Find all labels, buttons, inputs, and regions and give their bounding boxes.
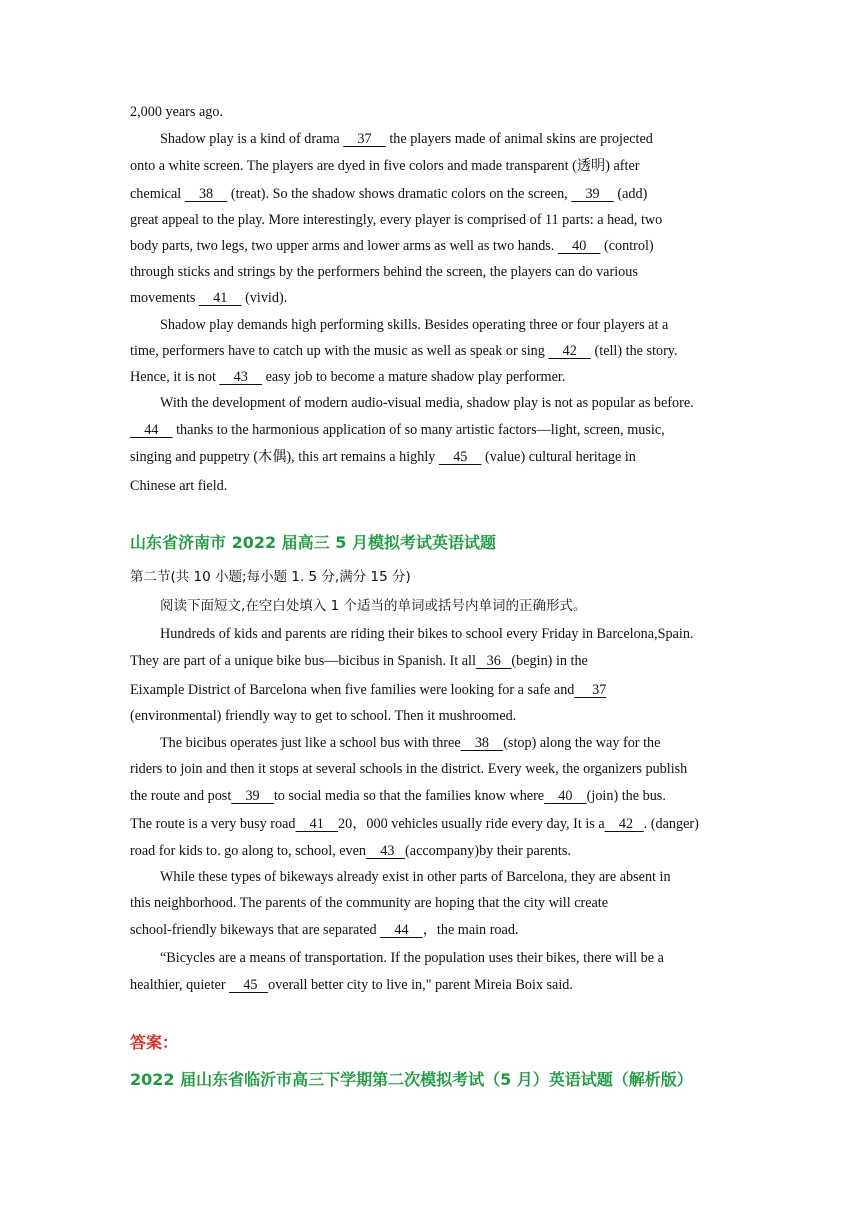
section-subheading: 第二节(共 10 小题;每小题 1. 5 分,满分 15 分) [130,569,411,585]
blank-39b: 39 [231,788,274,804]
blank-45: 45 [438,449,482,465]
passage-line: chemical 38 (treat). So the shadow shows dramatic colors on the screen, 39 (add) [130,186,648,202]
passage-line: Eixample District of Barcelona when five families were looking for a safe and 37 [130,682,607,698]
passage-line: body parts, two legs, two upper arms and lower arms as well as two hands. 40 (control) [130,238,654,254]
passage-line: school-friendly bikeways that are separated 44 ，the main road. [130,922,519,938]
passage-line: through sticks and strings by the performers behind the screen, the players can do various [130,264,638,280]
blank-38: 38 [184,186,228,202]
passage-line: They are part of a unique bike bus—bicibus in Spanish. It all 36 (begin) in the [130,653,588,669]
passage-line: Shadow play demands high performing skills. Besides operating three or four players at a [160,317,669,333]
blank-36: 36 [475,653,512,669]
blank-43: 43 [219,369,263,385]
passage-line: Chinese art field. [130,478,228,494]
passage-line: “Bicycles are a means of transportation. If the population uses their bikes, there will be a [160,950,664,966]
passage-line: 44 thanks to the harmonious application of so many artistic factors—light, screen, music, [130,422,665,438]
blank-37: 37 [343,131,386,147]
passage-line: Hence, it is not 43 easy job to become a mature shadow play performer. [130,369,566,385]
blank-44b: 44 [380,922,423,938]
blank-45b: 45 [229,977,269,993]
blank-44: 44 [130,422,173,438]
passage-line: time, performers have to catch up with the music as well as speak or sing 42 (tell) the story. [130,343,678,359]
blank-40: 40 [557,238,601,254]
blank-38b: 38 [460,735,504,751]
passage-line: movements 41 (vivid). [130,290,288,306]
passage-line: onto a white screen. The players are dyed in five colors and made transparent (透明) after [130,158,640,174]
passage-line: While these types of bikeways already exist in other parts of Barcelona, they are absent in [160,869,671,885]
answers-heading: 2022 届山东省临沂市高三下学期第二次模拟考试（5 月）英语试题（解析版） [130,1070,693,1089]
section-heading: 山东省济南市 2022 届高三 5 月模拟考试英语试题 [130,533,496,552]
passage-line: great appeal to the play. More interestingly, every player is comprised of 11 parts: a head, two [130,212,663,228]
blank-40b: 40 [544,788,587,804]
passage-line: Hundreds of kids and parents are riding their bikes to school every Friday in Barcelona,Spain. [160,626,694,642]
passage-line: The route is a very busy road 41 20，000 vehicles usually ride every day, It is a 42 . (danger) [130,816,699,832]
passage-line: the route and post 39 to social media so that the families know where 40 (join) the bus. [130,788,666,804]
passage-line: singing and puppetry (木偶), this art remains a highly 45 (value) cultural heritage in [130,449,636,465]
blank-41b: 41 [295,816,339,832]
passage-line: (environmental) friendly way to get to school. Then it mushroomed. [130,708,517,724]
passage-line: healthier, quieter 45 overall better city to live in," parent Mireia Boix said. [130,977,573,993]
instruction: 阅读下面短文,在空白处填入 1 个适当的单词或括号内单词的正确形式。 [160,598,587,614]
blank-41: 41 [198,290,242,306]
blank-43b: 43 [366,843,406,859]
passage-line: road for kids to. go along to, school, even 43 (accompany)by their parents. [130,843,571,859]
passage-line: this neighborhood. The parents of the community are hoping that the city will create [130,895,609,911]
blank-37b: 37 [574,682,607,698]
passage-line: With the development of modern audio-visual media, shadow play is not as popular as before. [160,395,694,411]
passage-line: 2,000 years ago. [130,104,223,120]
passage-line: riders to join and then it stops at several schools in the district. Every week, the organizers publish [130,761,688,777]
passage-line: The bicibus operates just like a school bus with three 38 (stop) along the way for the [160,735,661,751]
passage-line: Shadow play is a kind of drama 37 the players made of animal skins are projected [160,131,653,147]
answers-label: 答案： [130,1033,179,1052]
blank-39: 39 [571,186,614,202]
blank-42: 42 [548,343,591,359]
blank-42b: 42 [604,816,644,832]
